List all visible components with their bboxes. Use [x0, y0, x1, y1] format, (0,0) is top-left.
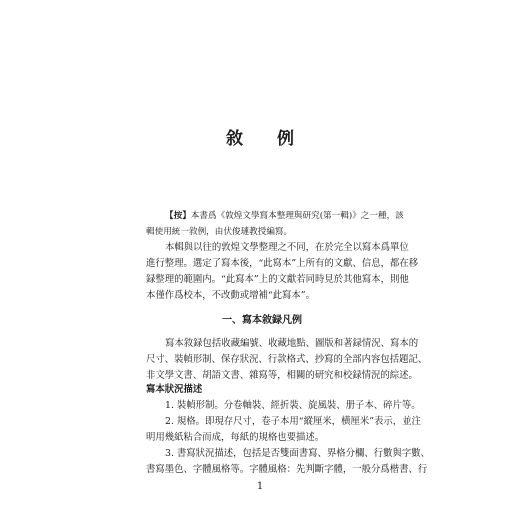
section-heading: 一、寫本敘録凡例: [222, 315, 302, 326]
list-item-continuation: 明用幾紙粘合而成，每紙的規格也要描述。: [146, 432, 325, 443]
note-label: 【按】: [165, 211, 191, 221]
paragraph-line: 尺寸、裝幀形制、保存狀況、行款格式、抄寫的全部内容包括題記、: [146, 354, 428, 365]
list-item: 1. 裝幀形制。分卷軸裝、經折裝、旋風裝、册子本、碎片等。: [165, 400, 421, 411]
note-text: 本書爲《敦煌文學寫本整理與研究(第一輯)》之一種，該: [190, 211, 404, 221]
editor-note: [146, 208, 404, 240]
page-number: 1: [256, 481, 264, 492]
paragraph-line: 本僅作爲校本，不改動或增補“此寫本”。: [146, 290, 315, 301]
paragraph-line: 寫本敘録包括收藏編號、收藏地點、圖版和著録情況、寫本的: [165, 338, 419, 349]
list-item: 3. 書寫狀況描述，包括是否雙面書寫、界格分欄、行數與字數、: [165, 448, 431, 459]
page-title: 敘 例: [226, 129, 308, 149]
paragraph-line: 本輯與以往的敦煌文學整理之不同，在於完全以寫本爲單位: [165, 242, 409, 253]
section-paragraph: [146, 336, 428, 384]
list-item: 2. 規格。即現存尺寸，卷子本用“縱厘米，横厘米”表示，並注: [165, 416, 421, 427]
item-list: [146, 398, 431, 478]
paragraph-line: 進行整理。選定了寫本後，“此寫本”上所有的文獻、信息，都在移: [146, 258, 419, 269]
note-line: 輯使用統一敘例，由伏俊璉教授編寫。: [146, 227, 293, 237]
intro-paragraph: [146, 240, 419, 304]
subsection-heading: 寫本狀況描述: [146, 384, 203, 395]
list-item-continuation: 書寫墨色、字體風格等。字體風格：先判斷字體，一般分爲楷書、行: [146, 464, 428, 475]
paragraph-line: 録整理的範圍内。“此寫本”上的文獻若同時見於其他寫本，則他: [146, 274, 409, 285]
paragraph-line: 非文學文書、胡語文書、雜寫等，相關的研究和校録情況的綜述。: [146, 370, 418, 381]
note-line: [146, 208, 404, 224]
